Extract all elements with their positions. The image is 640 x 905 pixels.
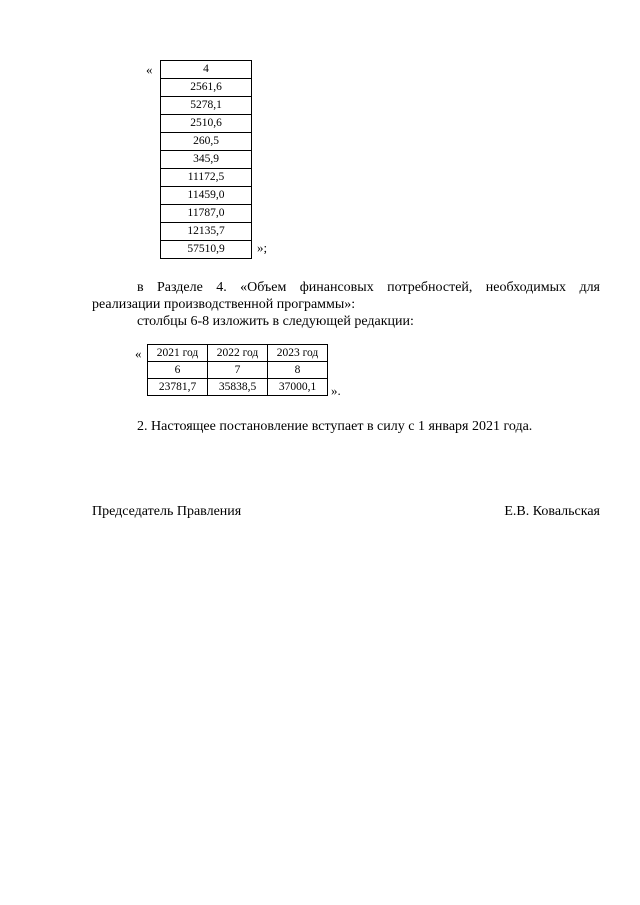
table-row <box>161 151 252 169</box>
table-row <box>161 61 252 79</box>
table-cell: 37000,1 <box>268 379 328 396</box>
table-row <box>161 169 252 187</box>
table-header-cell: 2023 год <box>268 345 328 362</box>
section-paragraph: в Разделе 4. «Объем финансовых потребностей, необходимых для реализации производственной программы»: <box>92 280 600 312</box>
table-cell: 8 <box>268 362 328 379</box>
table-row <box>161 241 252 259</box>
table1-close-quote: »; <box>257 240 268 255</box>
table-cell: 7 <box>208 362 268 379</box>
table-cell: 11172,5 <box>161 169 252 187</box>
table-cell: 11459,0 <box>161 187 252 205</box>
table-row <box>161 205 252 223</box>
table1-open-quote: « <box>146 62 153 77</box>
table-cell: 23781,7 <box>148 379 208 396</box>
table-row <box>161 97 252 115</box>
table-cell: 2510,6 <box>161 115 252 133</box>
table-cell: 2561,6 <box>161 79 252 97</box>
table-cell: 260,5 <box>161 133 252 151</box>
instruction-text: столбцы 6-8 изложить в следующей редакции: <box>137 314 414 329</box>
table-row <box>148 379 328 396</box>
table-cell: 12135,7 <box>161 223 252 241</box>
decree-text: 2. Настоящее постановление вступает в силу с 1 января 2021 года. <box>137 419 533 434</box>
table-header-cell: 4 <box>161 61 252 79</box>
table-row <box>161 133 252 151</box>
table-row <box>161 79 252 97</box>
signature-name: Е.В. Ковальская <box>504 504 600 519</box>
table-header-row <box>148 345 328 362</box>
table-cell: 11787,0 <box>161 205 252 223</box>
table-columns-6-8 <box>147 344 328 396</box>
signature-position: Председатель Правления <box>92 504 242 519</box>
table-cell: 345,9 <box>161 151 252 169</box>
table-row <box>161 223 252 241</box>
table2-close-quote: ». <box>331 383 341 398</box>
table-header-cell: 2022 год <box>208 345 268 362</box>
table2-open-quote: « <box>135 346 142 361</box>
table-row <box>161 187 252 205</box>
table-cell: 57510,9 <box>161 241 252 259</box>
table-cell: 6 <box>148 362 208 379</box>
table-header-cell: 2021 год <box>148 345 208 362</box>
table-cell: 35838,5 <box>208 379 268 396</box>
table-cell: 5278,1 <box>161 97 252 115</box>
table-row <box>161 115 252 133</box>
table-row <box>148 362 328 379</box>
table-column-4 <box>160 60 252 259</box>
